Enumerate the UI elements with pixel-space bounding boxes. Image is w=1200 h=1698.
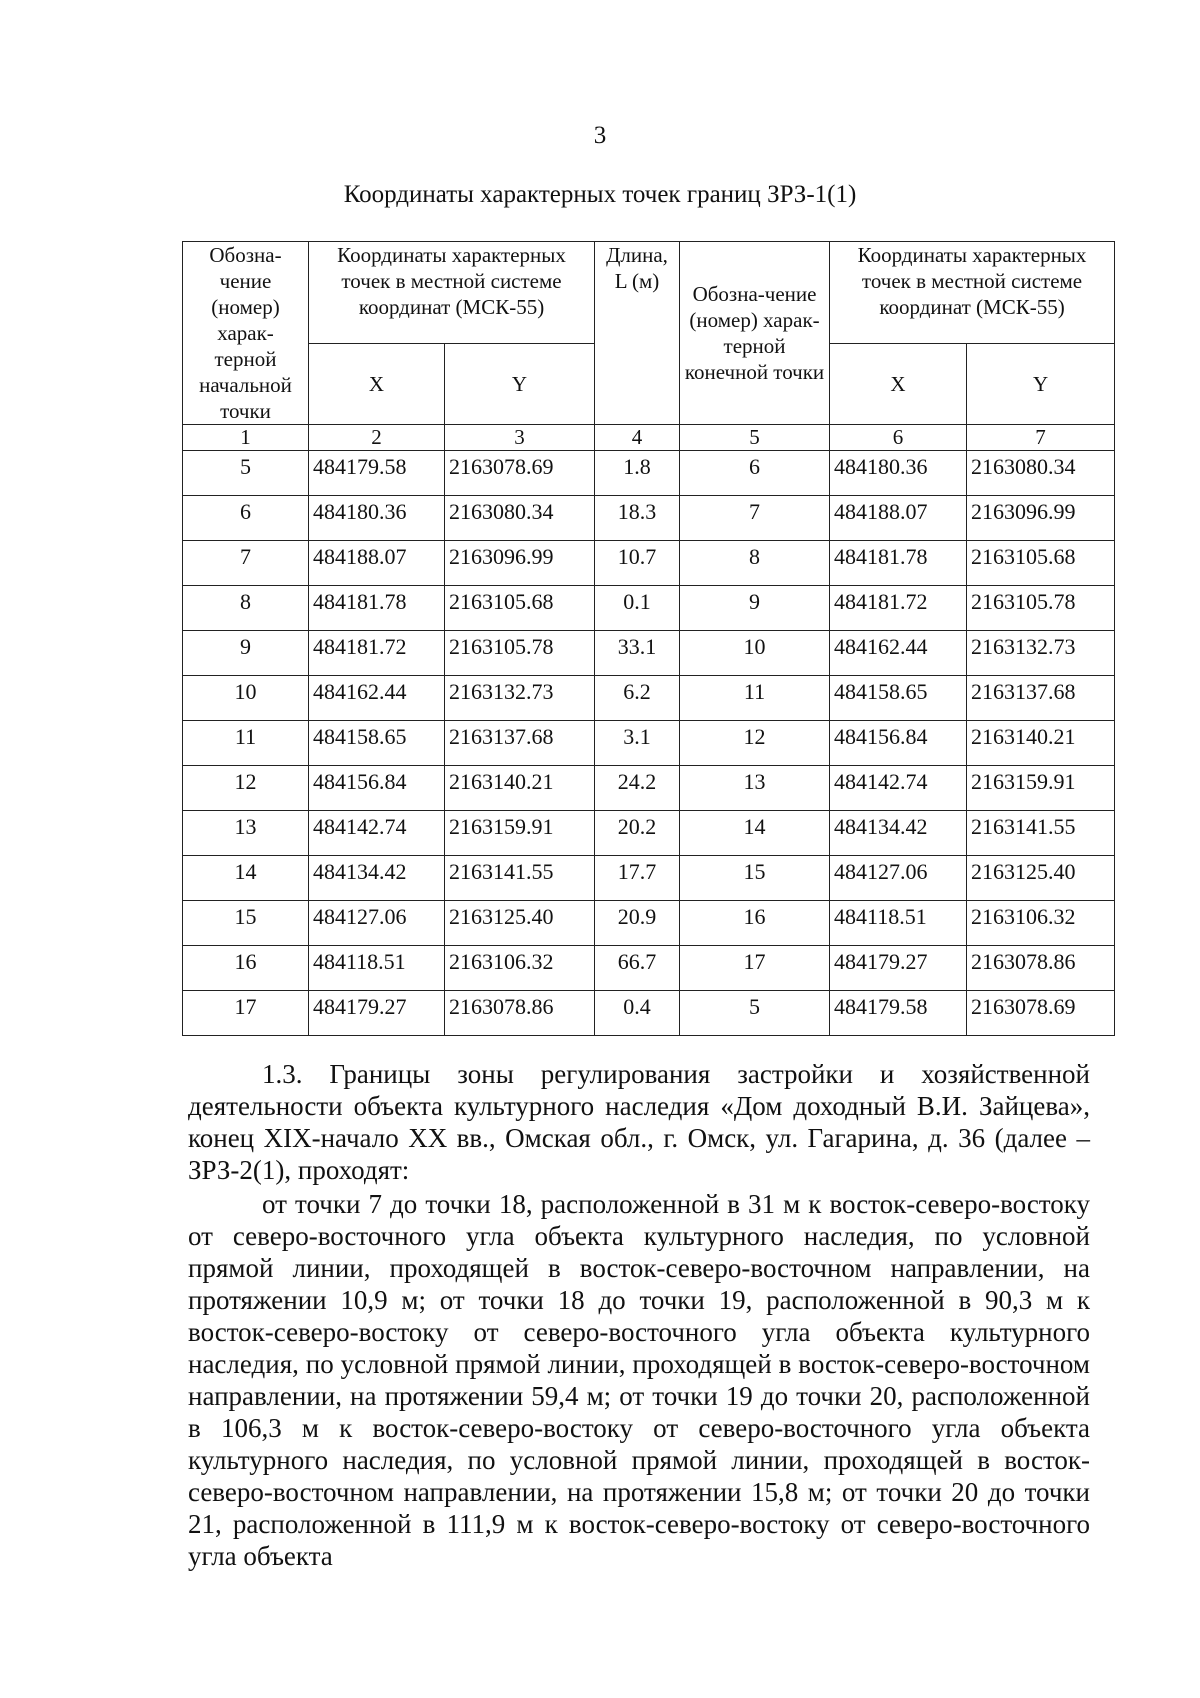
start-y-cell: 2163078.86 — [445, 991, 595, 1036]
column-number: 5 — [680, 425, 830, 451]
table-title: Координаты характерных точек границ ЗРЗ-1(1) — [343, 181, 857, 208]
end-point-cell: 14 — [680, 811, 830, 856]
end-y-cell: 2163106.32 — [967, 901, 1115, 946]
end-y-cell: 2163078.86 — [967, 946, 1115, 991]
column-number: 1 — [183, 425, 309, 451]
end-x-cell: 484156.84 — [830, 721, 967, 766]
start-x-cell: 484179.58 — [309, 451, 445, 496]
length-cell: 20.2 — [595, 811, 680, 856]
table-row — [183, 766, 1115, 811]
start-y-cell: 2163080.34 — [445, 496, 595, 541]
end-point-cell: 17 — [680, 946, 830, 991]
start-y-cell: 2163105.78 — [445, 631, 595, 676]
end-x-cell: 484188.07 — [830, 496, 967, 541]
length-cell: 18.3 — [595, 496, 680, 541]
column-number: 3 — [445, 425, 595, 451]
start-x-cell: 484158.65 — [309, 721, 445, 766]
end-point-cell: 6 — [680, 451, 830, 496]
length-cell: 6.2 — [595, 676, 680, 721]
end-y-cell: 2163105.78 — [967, 586, 1115, 631]
table-row — [183, 856, 1115, 901]
length-cell: 66.7 — [595, 946, 680, 991]
end-x-cell: 484181.78 — [830, 541, 967, 586]
end-point-cell: 12 — [680, 721, 830, 766]
page-number: 3 — [593, 122, 607, 149]
end-y-cell: 2163132.73 — [967, 631, 1115, 676]
column-number: 7 — [967, 425, 1115, 451]
column-number: 4 — [595, 425, 680, 451]
table-row — [183, 541, 1115, 586]
start-x-cell: 484134.42 — [309, 856, 445, 901]
header-y-start: Y — [445, 344, 595, 425]
end-x-cell: 484179.27 — [830, 946, 967, 991]
start-y-cell: 2163140.21 — [445, 766, 595, 811]
end-y-cell: 2163137.68 — [967, 676, 1115, 721]
header-coords-end: Координаты характерных точек в местной системе координат (МСК-55) — [830, 242, 1115, 344]
header-coords-start: Координаты характерных точек в местной системе координат (МСК-55) — [309, 242, 595, 344]
end-x-cell: 484134.42 — [830, 811, 967, 856]
header-y-end: Y — [967, 344, 1115, 425]
header-x-end: X — [830, 344, 967, 425]
end-y-cell: 2163105.68 — [967, 541, 1115, 586]
end-point-cell: 7 — [680, 496, 830, 541]
length-cell: 10.7 — [595, 541, 680, 586]
header-end-point: Обозна-чение (номер) харак-терной конечной точки — [680, 242, 830, 425]
length-cell: 0.4 — [595, 991, 680, 1036]
length-cell: 20.9 — [595, 901, 680, 946]
start-y-cell: 2163132.73 — [445, 676, 595, 721]
coordinates-table — [182, 241, 1115, 1036]
start-x-cell: 484127.06 — [309, 901, 445, 946]
end-y-cell: 2163078.69 — [967, 991, 1115, 1036]
start-x-cell: 484181.78 — [309, 586, 445, 631]
length-cell: 24.2 — [595, 766, 680, 811]
end-x-cell: 484180.36 — [830, 451, 967, 496]
header-length: Длина, L (м) — [595, 242, 680, 425]
column-number: 2 — [309, 425, 445, 451]
start-y-cell: 2163137.68 — [445, 721, 595, 766]
end-x-cell: 484142.74 — [830, 766, 967, 811]
start-y-cell: 2163106.32 — [445, 946, 595, 991]
start-point-cell: 11 — [183, 721, 309, 766]
start-y-cell: 2163078.69 — [445, 451, 595, 496]
boundary-description-paragraph: от точки 7 до точки 18, расположенной в 31 м к восток-северо-востоку от северо-восточного угла объекта культурного наследия, по условной прямой линии, проходящей в восток-северо-восточном направлении, на протяжении 10,9 м; от точки 18 до точки 19, расположенной в 90,3 м к восток-северо-востоку от северо-восточного угла объекта культурного наследия, по условной прямой линии, проходящей в восток-северо-восточном направлении, на протяжении 59,4 м; от точки 19 до точки 20, расположенной в 106,3 м к восток-северо-востоку от северо-восточного угла объекта культурного наследия, по условной прямой линии, проходящей в восток-северо-восточном направлении, на протяжении 15,8 м; от точки 20 до точки 21, расположенной в 111,9 м к восток-северо-востоку от северо-восточного угла объекта — [188, 1189, 1090, 1571]
header-x-start: X — [309, 344, 445, 425]
start-point-cell: 17 — [183, 991, 309, 1036]
table-row — [183, 496, 1115, 541]
end-point-cell: 5 — [680, 991, 830, 1036]
start-y-cell: 2163105.68 — [445, 586, 595, 631]
table-row — [183, 631, 1115, 676]
end-y-cell: 2163140.21 — [967, 721, 1115, 766]
end-point-cell: 8 — [680, 541, 830, 586]
end-y-cell: 2163125.40 — [967, 856, 1115, 901]
end-x-cell: 484181.72 — [830, 586, 967, 631]
start-x-cell: 484142.74 — [309, 811, 445, 856]
start-point-cell: 5 — [183, 451, 309, 496]
start-y-cell: 2163125.40 — [445, 901, 595, 946]
start-x-cell: 484118.51 — [309, 946, 445, 991]
end-x-cell: 484118.51 — [830, 901, 967, 946]
length-cell: 33.1 — [595, 631, 680, 676]
start-point-cell: 14 — [183, 856, 309, 901]
end-x-cell: 484158.65 — [830, 676, 967, 721]
table-row — [183, 946, 1115, 991]
start-point-cell: 6 — [183, 496, 309, 541]
start-x-cell: 484179.27 — [309, 991, 445, 1036]
table-row — [183, 811, 1115, 856]
start-y-cell: 2163096.99 — [445, 541, 595, 586]
end-y-cell: 2163080.34 — [967, 451, 1115, 496]
end-point-cell: 13 — [680, 766, 830, 811]
end-y-cell: 2163159.91 — [967, 766, 1115, 811]
start-x-cell: 484162.44 — [309, 676, 445, 721]
table-row — [183, 991, 1115, 1036]
end-point-cell: 11 — [680, 676, 830, 721]
start-point-cell: 12 — [183, 766, 309, 811]
end-y-cell: 2163096.99 — [967, 496, 1115, 541]
header-start-point: Обозна-чение (номер) харак-терной начальной точки — [183, 242, 309, 425]
end-x-cell: 484127.06 — [830, 856, 967, 901]
end-x-cell: 484179.58 — [830, 991, 967, 1036]
start-y-cell: 2163159.91 — [445, 811, 595, 856]
table-row — [183, 451, 1115, 496]
end-y-cell: 2163141.55 — [967, 811, 1115, 856]
start-x-cell: 484181.72 — [309, 631, 445, 676]
length-cell: 3.1 — [595, 721, 680, 766]
start-x-cell: 484188.07 — [309, 541, 445, 586]
start-point-cell: 8 — [183, 586, 309, 631]
start-point-cell: 10 — [183, 676, 309, 721]
start-point-cell: 15 — [183, 901, 309, 946]
end-point-cell: 9 — [680, 586, 830, 631]
start-x-cell: 484156.84 — [309, 766, 445, 811]
end-x-cell: 484162.44 — [830, 631, 967, 676]
length-cell: 17.7 — [595, 856, 680, 901]
table-row — [183, 676, 1115, 721]
start-point-cell: 7 — [183, 541, 309, 586]
start-point-cell: 9 — [183, 631, 309, 676]
start-point-cell: 13 — [183, 811, 309, 856]
start-point-cell: 16 — [183, 946, 309, 991]
length-cell: 1.8 — [595, 451, 680, 496]
end-point-cell: 16 — [680, 901, 830, 946]
column-number-row — [183, 425, 1115, 451]
table-row — [183, 721, 1115, 766]
end-point-cell: 15 — [680, 856, 830, 901]
length-cell: 0.1 — [595, 586, 680, 631]
section-1-3-paragraph: 1.3. Границы зоны регулирования застройки и хозяйственной деятельности объекта культурного наследия «Дом доходный В.И. Зайцева», конец XIX-начало XX вв., Омская обл., г. Омск, ул. Гагарина, д. 36 (далее – ЗРЗ-2(1), проходят: — [188, 1059, 1090, 1185]
table-row — [183, 586, 1115, 631]
end-point-cell: 10 — [680, 631, 830, 676]
table-row — [183, 901, 1115, 946]
column-number: 6 — [830, 425, 967, 451]
start-y-cell: 2163141.55 — [445, 856, 595, 901]
start-x-cell: 484180.36 — [309, 496, 445, 541]
